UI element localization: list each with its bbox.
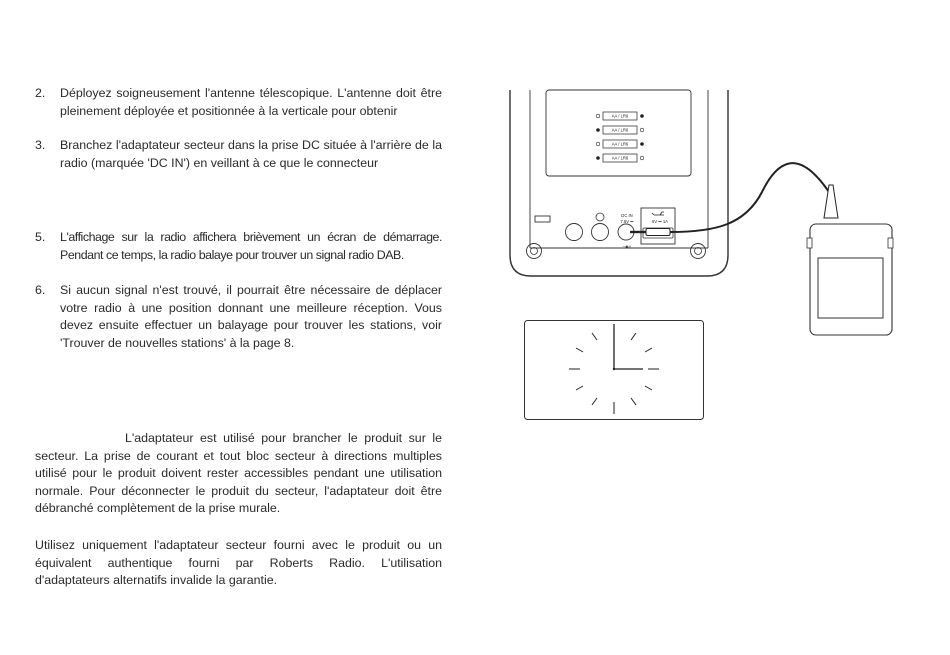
warranty-text: Utilisez uniquement l'adaptateur secteur fourni avec le produit ou un équivalent authentique fourni par Roberts Radio. L'utilisation d'adaptateurs alternatifs invalide la garantie. <box>35 538 442 587</box>
step-text: L'affichage sur la radio affichera brièvement un écran de démarrage. Pendant ce temps, la radio balaye pour trouver un signal radio DAB. <box>60 230 442 262</box>
headphone-socket <box>592 224 609 241</box>
adapter-strain-relief <box>824 185 838 218</box>
dc-in-label: DC IN <box>621 213 633 218</box>
adapter-latch-right <box>888 238 893 248</box>
step-number: 3. <box>35 138 46 152</box>
step-text: Déployez soigneusement l'antenne télescopique. L'antenne doit être pleinement déployée et positionnée à la verticale pour obtenir <box>60 86 442 118</box>
adapter-cable <box>670 163 829 232</box>
clock-center <box>613 368 615 370</box>
polarity-label: –◉+ <box>622 244 632 249</box>
step-2 <box>35 85 442 120</box>
battery-label: AA / LR6 <box>611 127 629 133</box>
radio-rear-diagram <box>500 80 910 280</box>
dc-voltage-label: 7.5V ⎓ <box>620 219 634 224</box>
usb-icon <box>652 212 664 215</box>
right-foot-screw-inner <box>695 248 702 255</box>
step-5 <box>35 229 442 264</box>
battery-slot <box>596 112 644 120</box>
left-foot-screw <box>527 244 542 259</box>
battery-slot <box>596 140 644 148</box>
step-6 <box>35 282 442 352</box>
step-3 <box>35 137 442 172</box>
right-foot-screw <box>691 244 706 259</box>
usb-port-panel <box>641 208 675 244</box>
startup-screen-diagram <box>524 320 704 420</box>
headphone-icon <box>596 213 604 221</box>
step-number: 5. <box>35 230 46 244</box>
battery-label: AA / LR6 <box>611 141 629 147</box>
aux-socket <box>566 224 583 241</box>
adapter-paragraph <box>35 430 442 518</box>
battery-slots <box>596 112 644 162</box>
adapter-latch-left <box>807 238 812 248</box>
battery-slot <box>596 126 644 134</box>
battery-label: AA / LR6 <box>611 155 629 161</box>
step-number: 6. <box>35 283 46 297</box>
step-text: Si aucun signal n'est trouvé, il pourrait être nécessaire de déplacer votre radio à une position donnant une meilleure réception. Vous devez ensuite effectuer un balayage pour trouver les stations, voir 'Trouver de nouvelles stations' à la page 8. <box>60 283 442 350</box>
battery-label: AA / LR6 <box>611 113 629 119</box>
step-text: Branchez l'adaptateur secteur dans la prise DC située à l'arrière de la radio (marquée 'DC IN') en veillant à ce que le connecteur <box>60 138 442 170</box>
battery-slot <box>596 154 644 162</box>
usb-spec-label: 5V ⎓ 1A <box>652 219 668 224</box>
step-number: 2. <box>35 86 46 100</box>
left-foot-screw-inner <box>531 248 538 255</box>
power-switch <box>535 216 550 222</box>
adapter-text: L'adaptateur est utilisé pour brancher le produit sur le secteur. La prise de courant et tout bloc secteur à directions multiples utilisé pour le produit doivent rester accessibles pendant une utilisation normale. Pour déconnecter le produit du secteur, l'adaptateur doit être débranché complètement de la prise murale. <box>35 431 442 515</box>
warranty-paragraph <box>35 537 442 590</box>
cable-connector <box>646 229 670 236</box>
